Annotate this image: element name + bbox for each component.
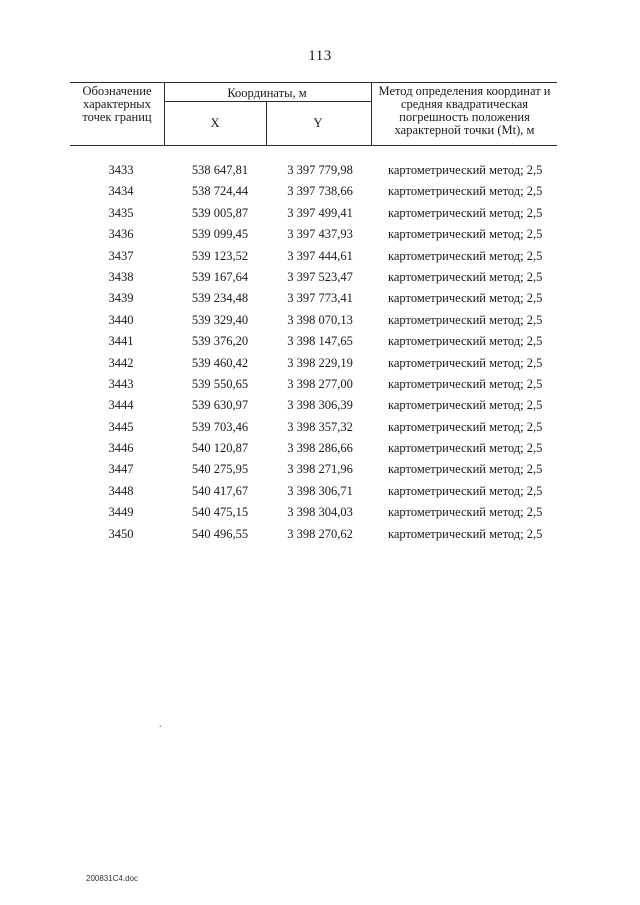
coordinate-y: 3 397 523,47 [287,269,353,284]
table-row [70,291,557,312]
coordinate-x: 540 496,55 [191,526,249,541]
coordinate-y: 3 398 277,00 [287,376,353,391]
method-cell: картометрический метод; 2,5 [388,312,543,327]
coordinate-x: 539 234,48 [191,291,249,306]
coordinate-y: 3 398 271,96 [287,462,353,477]
table-header [70,82,557,146]
table-body [70,163,557,548]
column-divider [266,102,267,145]
method-cell: картометрический метод; 2,5 [388,248,543,263]
page-number: 113 [308,48,332,64]
method-cell: картометрический метод; 2,5 [388,419,543,434]
point-number: 3433 [108,163,134,177]
point-number: 3443 [108,376,134,391]
point-number: 3440 [108,312,134,327]
coordinates-divider [164,101,371,102]
coordinate-x: 540 475,15 [191,505,249,520]
table-row [70,420,557,441]
coordinate-y: 3 397 773,41 [287,291,353,306]
table-row [70,270,557,291]
table-row [70,184,557,205]
coordinate-x: 539 329,40 [191,312,249,327]
table-row [70,398,557,419]
point-number: 3449 [108,505,134,520]
coordinate-x: 539 703,46 [191,419,249,434]
coordinate-x: 539 376,20 [191,334,249,349]
point-number: 3450 [108,526,134,541]
table-row [70,462,557,483]
method-cell: картометрический метод; 2,5 [388,526,543,541]
coordinate-y: 3 398 306,71 [287,483,353,498]
header-coordinates: Координаты, м [227,86,307,100]
coordinate-y: 3 398 147,65 [287,334,353,349]
table-row [70,313,557,334]
coordinate-x: 538 647,81 [191,163,249,177]
header-y: Y [313,116,323,130]
point-number: 3446 [108,441,134,456]
method-cell: картометрический метод; 2,5 [388,483,543,498]
coordinate-x: 539 460,42 [191,355,249,370]
point-number: 3442 [108,355,134,370]
coordinate-x: 539 550,65 [191,376,249,391]
coordinate-x: 539 005,87 [191,205,249,220]
header-method: Метод определения координат и средняя квадратическая погрешность положения характерной точки (Mt), м [378,84,551,137]
table-row [70,377,557,398]
point-number: 3448 [108,483,134,498]
table-row [70,163,557,184]
point-number: 3438 [108,269,134,284]
stray-mark: . [159,719,162,730]
point-number: 3447 [108,462,134,477]
coordinate-x: 539 099,45 [191,227,249,242]
coordinate-y: 3 397 779,98 [287,163,353,177]
coordinate-y: 3 397 437,93 [287,227,353,242]
coordinate-x: 540 275,95 [191,462,249,477]
coordinate-x: 540 417,67 [191,483,249,498]
method-cell: картометрический метод; 2,5 [388,505,543,520]
coordinate-x: 539 630,97 [191,398,249,413]
point-number: 3441 [108,334,134,349]
table-row [70,505,557,526]
file-name-footer: 200831C4.doc [86,874,139,883]
point-number: 3445 [108,419,134,434]
table-row [70,527,557,548]
coordinate-y: 3 398 270,62 [287,526,353,541]
table-row [70,484,557,505]
coordinate-y: 3 397 444,61 [287,248,353,263]
method-cell: картометрический метод; 2,5 [388,441,543,456]
table-row [70,441,557,462]
point-number: 3436 [108,227,134,242]
method-cell: картометрический метод; 2,5 [388,355,543,370]
column-divider [371,83,372,145]
method-cell: картометрический метод; 2,5 [388,184,543,199]
coordinate-x: 538 724,44 [191,184,249,199]
coordinate-x: 539 123,52 [191,248,249,263]
point-number: 3439 [108,291,134,306]
table-row [70,249,557,270]
method-cell: картометрический метод; 2,5 [388,205,543,220]
method-cell: картометрический метод; 2,5 [388,462,543,477]
method-cell: картометрический метод; 2,5 [388,163,543,177]
coordinate-y: 3 398 070,13 [287,312,353,327]
table-row [70,356,557,377]
coordinate-y: 3 397 738,66 [287,184,353,199]
method-cell: картометрический метод; 2,5 [388,227,543,242]
coordinate-x: 539 167,64 [191,269,249,284]
coordinate-y: 3 398 306,39 [287,398,353,413]
table-row [70,227,557,248]
coordinate-x: 540 120,87 [191,441,249,456]
method-cell: картометрический метод; 2,5 [388,291,543,306]
point-number: 3434 [108,184,134,199]
point-number: 3437 [108,248,134,263]
table-row [70,206,557,227]
method-cell: картометрический метод; 2,5 [388,334,543,349]
method-cell: картометрический метод; 2,5 [388,398,543,413]
coordinate-y: 3 398 357,32 [287,419,353,434]
point-number: 3435 [108,205,134,220]
table-row [70,334,557,355]
method-cell: картометрический метод; 2,5 [388,376,543,391]
header-x: X [210,116,220,130]
coordinate-y: 3 397 499,41 [287,205,353,220]
coordinate-y: 3 398 286,66 [287,441,353,456]
coordinate-y: 3 398 229,19 [287,355,353,370]
header-designation: Обозначение характерных точек границ [82,84,152,124]
point-number: 3444 [108,398,134,413]
method-cell: картометрический метод; 2,5 [388,269,543,284]
column-divider [164,83,165,145]
coordinate-y: 3 398 304,03 [287,505,353,520]
